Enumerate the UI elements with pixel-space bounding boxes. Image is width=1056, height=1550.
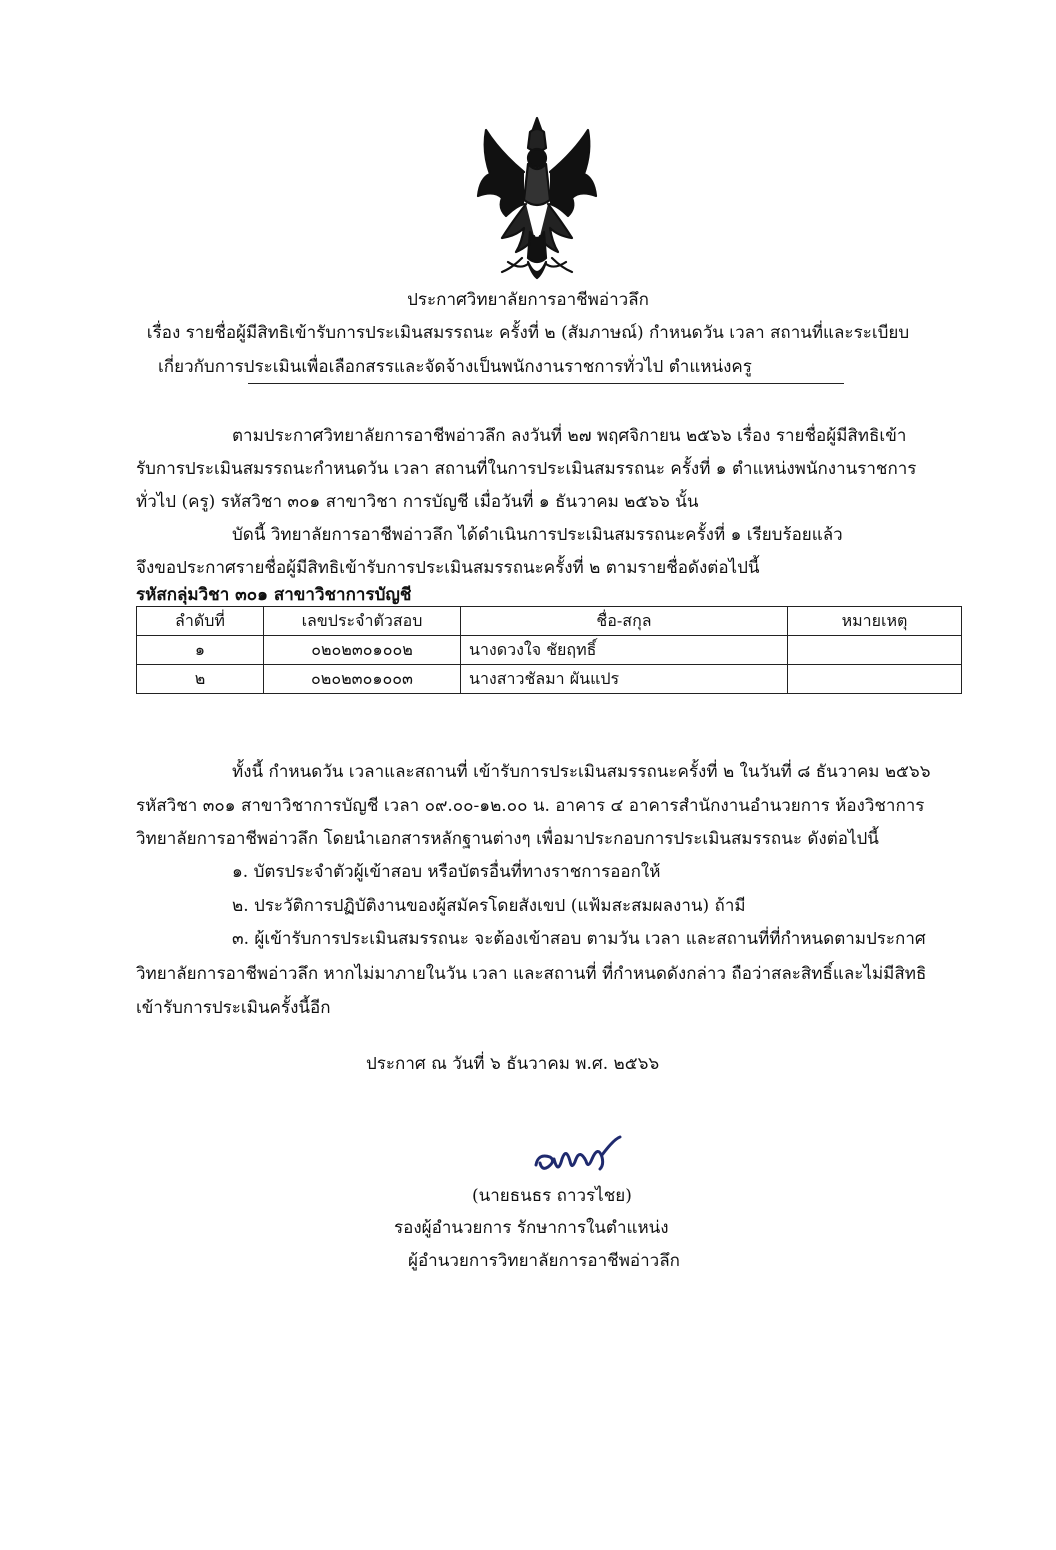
row-exam-id: ๐๒๐๒๓๐๑๐๐๒ [264,636,461,665]
intro-p1-line2: รับการประเมินสมรรถนะกำหนดวัน เวลา สถานที่ในการประเมินสมรรถนะ ครั้งที่ ๑ ตำแหน่งพนักงานราชการ [136,459,917,479]
row-remark [788,636,962,665]
row-no: ๒ [137,665,264,694]
table-row [137,665,962,694]
row-no: ๑ [137,636,264,665]
details-item-2: ๒. ประวัติการปฏิบัติงานของผู้สมัครโดยสังเขป (แฟ้มสะสมผลงาน) ถ้ามี [232,896,746,916]
signature-icon [528,1135,624,1181]
header-divider [248,383,844,384]
column-header-remark: หมายเหตุ [788,607,962,636]
column-header-name: ชื่อ-สกุล [461,607,788,636]
intro-p2-line1: บัดนี้ วิทยาลัยการอาชีพอ่าวลึก ได้ดำเนินการประเมินสมรรถนะครั้งที่ ๑ เรียบร้อยแล้ว [232,525,843,545]
details-item-3-line1: ๓. ผู้เข้ารับการประเมินสมรรถนะ จะต้องเข้าสอบ ตามวัน เวลา และสถานที่ที่กำหนดตามประกาศ [232,929,926,949]
row-name: นางสาวชัลมา ผันแปร [461,665,788,694]
org-title: ประกาศวิทยาลัยการอาชีพอ่าวลึก [407,290,649,310]
row-exam-id: ๐๒๐๒๓๐๑๐๐๓ [264,665,461,694]
details-p3-line3: วิทยาลัยการอาชีพอ่าวลึก โดยนำเอกสารหลักฐานต่างๆ เพื่อมาประกอบการประเมินสมรรถนะ ดังต่อไปนี้ [136,829,879,849]
subject-line-1: เรื่อง รายชื่อผู้มีสิทธิเข้ารับการประเมินสมรรถนะ ครั้งที่ ๒ (สัมภาษณ์) กำหนดวัน เวลา สถานที่และระเบียบ [146,323,910,343]
details-p3-line1: ทั้งนี้ กำหนดวัน เวลาและสถานที่ เข้ารับการประเมินสมรรถนะครั้งที่ ๒ ในวันที่ ๘ ธันวาคม ๒๕๖๖ [232,762,931,782]
table-group-title: รหัสกลุ่มวิชา ๓๐๑ สาขาวิชาการบัญชี [136,585,412,605]
table-row [137,636,962,665]
details-p3-line2: รหัสวิชา ๓๐๑ สาขาวิชาการบัญชี เวลา ๐๙.๐๐-๑๒.๐๐ น. อาคาร ๔ อาคารสำนักงานอำนวยการ ห้องวิชาการ [136,796,925,816]
table-header-row [137,607,962,636]
row-name: นางดวงใจ ชัยฤทธิ์ [461,636,788,665]
signer-position-2: ผู้อำนวยการวิทยาลัยการอาชีพอ่าวลึก [408,1251,680,1271]
candidate-table [136,606,962,694]
row-remark [788,665,962,694]
announcement-date: ประกาศ ณ วันที่ ๖ ธันวาคม พ.ศ. ๒๕๖๖ [366,1054,660,1074]
signer-name: (นายธนธร ถาวรไชย) [472,1186,632,1206]
intro-p2-line2: จึงขอประกาศรายชื่อผู้มีสิทธิเข้ารับการประเมินสมรรถนะครั้งที่ ๒ ตามรายชื่อดังต่อไปนี้ [136,558,760,578]
details-item-1: ๑. บัตรประจำตัวผู้เข้าสอบ หรือบัตรอื่นที่ทางราชการออกให้ [232,862,661,882]
column-header-exam-id: เลขประจำตัวสอบ [264,607,461,636]
garuda-emblem-icon [472,112,602,284]
signer-position-1: รองผู้อำนวยการ รักษาการในตำแหน่ง [394,1218,669,1238]
details-item-3-line3: เข้ารับการประเมินครั้งนี้อีก [136,998,331,1018]
intro-p1-line3: ทั่วไป (ครู) รหัสวิชา ๓๐๑ สาขาวิชา การบัญชี เมื่อวันที่ ๑ ธันวาคม ๒๕๖๖ นั้น [136,492,699,512]
column-header-no: ลำดับที่ [137,607,264,636]
subject-line-2: เกี่ยวกับการประเมินเพื่อเลือกสรรและจัดจ้างเป็นพนักงานราชการทั่วไป ตำแหน่งครู [158,357,752,377]
details-item-3-line2: วิทยาลัยการอาชีพอ่าวลึก หากไม่มาภายในวัน เวลา และสถานที่ ที่กำหนดดังกล่าว ถือว่าสละสิทธิ์และไม่มีสิทธิ [136,964,927,984]
intro-p1-line1: ตามประกาศวิทยาลัยการอาชีพอ่าวลึก ลงวันที่ ๒๗ พฤศจิกายน ๒๕๖๖ เรื่อง รายชื่อผู้มีสิทธิเข้า [232,426,907,446]
